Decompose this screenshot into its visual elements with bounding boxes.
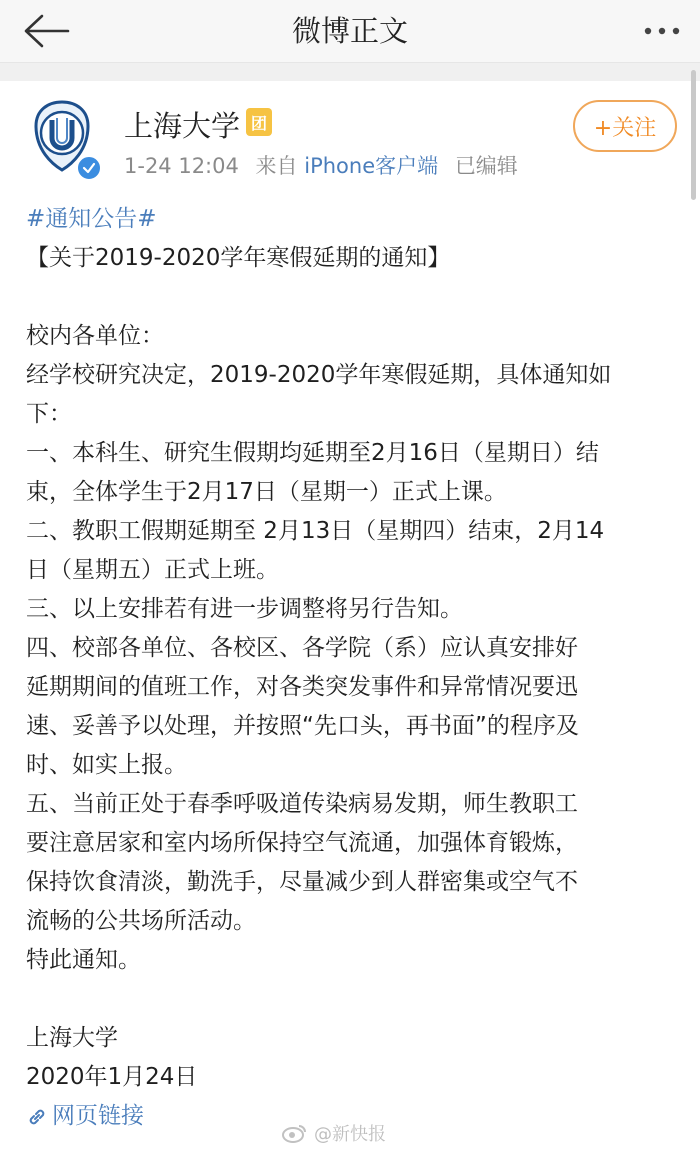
from-label: 来自 <box>255 154 298 178</box>
weibo-logo-icon <box>282 1123 308 1143</box>
content-line <box>26 980 676 1019</box>
verified-icon <box>76 155 102 181</box>
link-icon <box>26 1106 48 1128</box>
content-line: 2020年1月24日 <box>26 1064 198 1090</box>
follow-button[interactable]: +关注 <box>573 100 677 152</box>
watermark <box>282 1120 386 1146</box>
content-line: 时、如实上报。 <box>26 752 187 778</box>
content-line: 速、妥善予以处理，并按照“先口头，再书面”的程序及 <box>26 713 579 739</box>
hashtag-link[interactable]: #通知公告# <box>26 206 157 232</box>
top-navigation-bar <box>0 0 700 63</box>
content-line: 束，全体学生于2月17日（星期一）正式上课。 <box>26 479 507 505</box>
section-divider <box>0 63 700 81</box>
content-line: 校内各单位： <box>26 323 164 349</box>
content-line: 二、教职工假期延期至 2月13日（星期四）结束，2月14 <box>26 518 605 544</box>
more-dots-icon <box>642 25 682 37</box>
edited-label[interactable]: 已编辑 <box>454 154 518 178</box>
web-link-label: 网页链接 <box>52 1103 144 1129</box>
content-line: 日（星期五）正式上班。 <box>26 557 279 583</box>
content-line: 【关于2019-2020学年寒假延期的通知】 <box>26 245 451 271</box>
content-line <box>26 278 676 317</box>
scrollbar[interactable] <box>691 70 696 200</box>
member-badge: 团 <box>246 108 272 136</box>
content-line: 特此通知。 <box>26 947 141 973</box>
post-body <box>26 239 676 1097</box>
post-source[interactable]: iPhone客户端 <box>304 154 439 178</box>
watermark-text: @新快报 <box>314 1124 386 1145</box>
post-time: 1-24 12:04 <box>124 154 239 178</box>
content-line: 要注意居家和室内场所保持空气流通，加强体育锻炼， <box>26 830 578 856</box>
content-line: 三、以上安排若有进一步调整将另行告知。 <box>26 596 463 622</box>
page-title: 微博正文 <box>291 14 408 48</box>
content-line: 下： <box>26 401 72 427</box>
content-line: 一、本科生、研究生假期均延期至2月16日（星期日）结 <box>26 440 599 466</box>
content-line: 四、校部各单位、各校区、各学院（系）应认真安排好 <box>26 635 578 661</box>
content-line: 上海大学 <box>26 1025 118 1051</box>
content-line: 流畅的公共场所活动。 <box>26 908 256 934</box>
content-line: 延期期间的值班工作，对各类突发事件和异常情况要迅 <box>26 674 578 700</box>
content-line: 经学校研究决定，2019-2020学年寒假延期，具体通知如 <box>26 362 612 388</box>
post-content <box>26 200 676 1141</box>
post-meta <box>124 150 518 180</box>
web-link[interactable] <box>26 1097 144 1136</box>
author-name[interactable]: 上海大学 <box>124 109 241 143</box>
content-line: 保持饮食清淡，勤洗手，尽量减少到人群密集或空气不 <box>26 869 578 895</box>
more-options-button[interactable] <box>634 8 690 54</box>
content-line: 五、当前正处于春季呼吸道传染病易发期，师生教职工 <box>26 791 578 817</box>
